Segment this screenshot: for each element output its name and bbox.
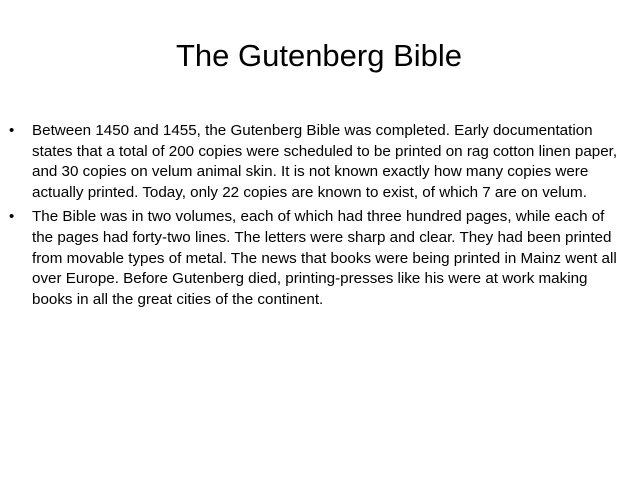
bullet-icon: • (9, 122, 15, 139)
slide-title: The Gutenberg Bible (175, 38, 463, 73)
bullet-text-1: Between 1450 and 1455, the Gutenberg Bible was completed. Early documentation states that a total of 200 copies were scheduled to be printed on rag cotton linen paper, and 30 copies on velum animal skin. It is not known exactly how many copies were actually printed. Today, only 22 copies are known to exist, of which 7 are on velum. (32, 122, 618, 201)
bullet-item-2 (8, 207, 628, 310)
bullet-item-1 (8, 121, 628, 203)
bullet-icon: • (9, 208, 15, 226)
bullet-text-2: The Bible was in two volumes, each of which had three hundred pages, while each of the pages had forty-two lines. The letters were sharp and clear. They had been printed from movable types of metal. The news that books were being printed in Mainz went all over Europe. Before Gutenberg died, printing-presses like his were at work making books in all the great cities of the continent. (32, 208, 617, 308)
bullet-list (8, 121, 628, 314)
